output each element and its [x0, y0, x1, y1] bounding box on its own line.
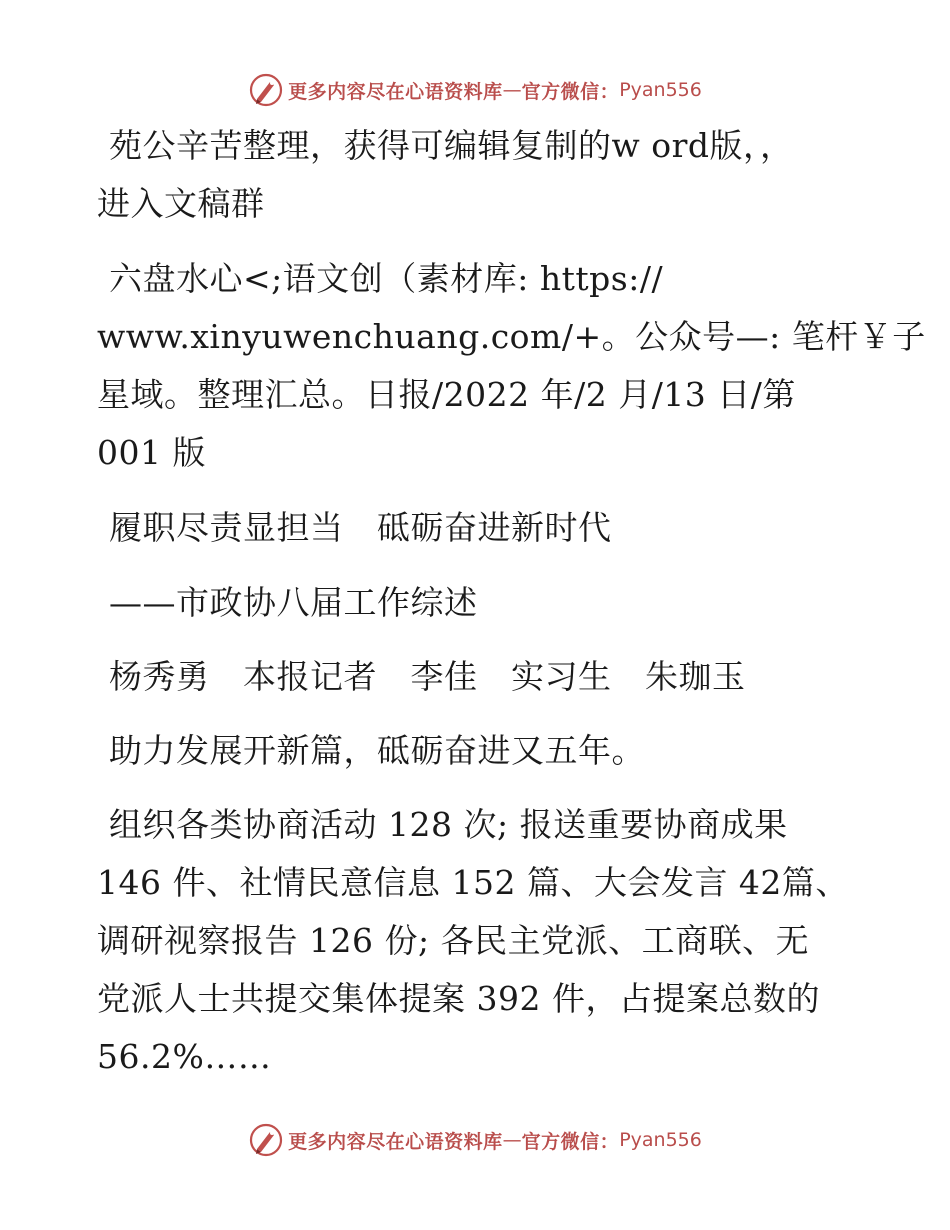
text-line: 党派人士共提交集体提案 392 件，占提案总数的 — [97, 979, 820, 1018]
banner-text: 更多内容尽在心语资料库 — [288, 80, 503, 103]
pen-logo-icon — [248, 72, 284, 108]
text-line: 56.2%…… — [97, 1037, 272, 1076]
text-line: 进入文稿群 — [97, 184, 265, 223]
byline-text: 杨秀勇 本报记者 李佳 实习生 朱珈玉 — [109, 657, 746, 696]
source-paragraph — [97, 250, 926, 482]
banner-wechat-label: 官方微信： — [521, 1130, 620, 1153]
text-line: 组织各类协商活动 128 次; 报送重要协商成果 — [109, 805, 788, 844]
banner-separator: — — [502, 1129, 522, 1151]
text-line: 调研视察报告 126 份; 各民主党派、工商联、无 — [97, 921, 810, 960]
article-subtitle — [97, 574, 857, 632]
footer-banner — [0, 1120, 950, 1160]
banner-separator: — — [502, 79, 522, 101]
banner-wechat-id: Pyan556 — [619, 79, 702, 101]
banner-wechat-label: 官方微信： — [521, 80, 620, 103]
text-line: 苑公辛苦整理，获得可编辑复制的w ord版，， — [109, 126, 794, 165]
intro-paragraph — [97, 117, 857, 233]
lead-paragraph — [97, 722, 857, 780]
subtitle-text: ——市政协八届工作综述 — [109, 583, 478, 622]
text-line: 146 件、社情民意信息 152 篇、大会发言 42篇、 — [97, 863, 849, 902]
stats-paragraph — [97, 796, 857, 1086]
article-title — [97, 499, 857, 557]
text-line: www.xinyuwenchuang.com/+。公众号—: 笔杆￥子 — [97, 317, 926, 356]
banner-wechat-id: Pyan556 — [619, 1129, 702, 1151]
header-banner — [0, 70, 950, 110]
text-line: 001 版 — [97, 433, 206, 472]
title-text: 履职尽责显担当 砥砺奋进新时代 — [109, 508, 612, 547]
pen-logo-icon — [248, 1122, 284, 1158]
lead-text: 助力发展开新篇，砥砺奋进又五年。 — [109, 731, 645, 770]
banner-text: 更多内容尽在心语资料库 — [288, 1130, 503, 1153]
byline — [97, 648, 857, 706]
text-line: 六盘水心<;语文创（素材库: https:// — [109, 259, 664, 298]
text-line: 星域。整理汇总。日报/2022 年/2 月/13 日/第 — [97, 375, 796, 414]
